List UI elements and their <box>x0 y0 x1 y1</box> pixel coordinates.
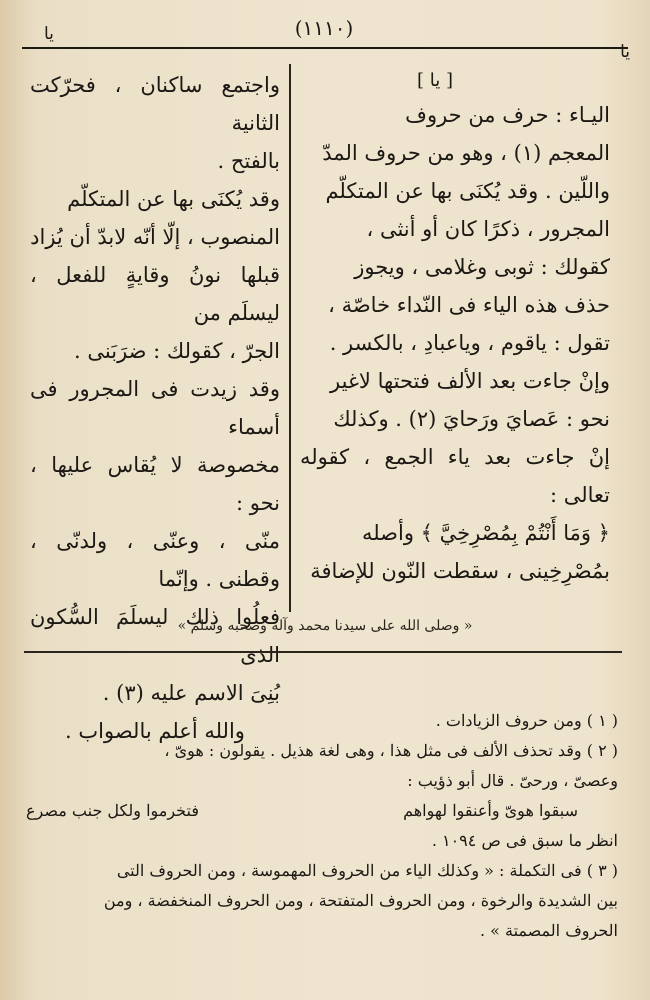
right-column <box>300 66 610 590</box>
text-line: الجرّ ، كقولك : ضرَبَنى . <box>74 339 280 363</box>
text-line: حذف هذه الياء فى النّداء خاصّة ، <box>328 293 610 317</box>
text-line: قبلها نونُ وقايةٍ للفعل ، ليسلَم من <box>30 263 280 325</box>
text-line: بُنِىَ الاسم عليه (٣) . <box>102 681 280 705</box>
text-line: واجتمع ساكنان ، فحرّكت الثانية <box>30 73 280 135</box>
text-line: وقد زيدت فى المجرور فى أسماء <box>30 377 280 439</box>
quran-verse-line: ﴿ وَمَا أَنْتُمْ بِمُصْرِخِيَّ ﴾ وأصله <box>361 521 610 545</box>
page-header <box>20 10 628 50</box>
left-column <box>30 66 280 750</box>
closing-line: والله أعلم بالصواب . <box>65 719 245 743</box>
text-line: بالفتح . <box>217 149 280 173</box>
text-line: وإنْ جاءت بعد الألف فتحتها لاغير <box>330 369 610 393</box>
text-line: اليـاء : حرف من حروف <box>405 103 610 127</box>
text-line: المجرور ، ذكرًا كان أو أنثى ، <box>366 217 610 241</box>
text-line: تقول : ياقوم ، وياعبادِ ، بالكسر . <box>329 331 610 355</box>
text-line: فعلُوا ذلك ليسلَمَ السُّكون الذى <box>30 605 280 667</box>
header-rule <box>22 47 628 49</box>
entry-marker: [ يا ] <box>417 70 453 91</box>
text-line: المنصوب ، إلّا أنّه لابدّ أن يُزاد <box>30 225 280 249</box>
text-line: كقولك : ثوبى وغلامى ، ويجوز <box>354 255 610 279</box>
text-line: وقد يُكنَى بها عن المتكلّم <box>67 187 280 211</box>
footnote-3-end: الحروف المصمتة » . <box>479 921 618 940</box>
text-line: واللّين . وقد يُكنَى بها عن المتكلّم <box>325 179 610 203</box>
verse-second-hemistich: فتخرموا ولكل جنب مصرع <box>26 801 199 820</box>
footnote-2: ( ٢ ) وقد تحذف الألف فى مثل هذا ، وهى لغة هذيل . يقولون : هوىّ ، <box>164 741 618 760</box>
text-line: منّى ، وعنّى ، ولدنّى ، وقطنى . وإنّما <box>30 529 280 591</box>
footnotes <box>26 706 618 946</box>
verse-first-hemistich: سبقوا هوىّ وأعنقوا لهواهم <box>403 801 578 820</box>
footnote-3-continued: بين الشديدة والرخوة ، ومن الحروف المتفتحة ، ومن الحروف المنخفضة ، ومن <box>103 891 618 910</box>
column-divider <box>289 64 291 612</box>
running-head-left: يا <box>44 24 54 44</box>
footnote-1: ( ١ ) ومن حروف الزيادات . <box>435 711 618 730</box>
poetry-verse <box>26 796 618 826</box>
text-line: بمُصْرِخِينى ، سقطت النّون للإضافة <box>310 559 610 583</box>
footnote-2-continued: وعصىّ ، ورحىّ . قال أبو ذؤيب : <box>407 771 618 790</box>
footnote-2-reference: انظر ما سبق فى ص ١٠٩٤ . <box>431 831 618 850</box>
text-line: إنْ جاءت بعد ياء الجمع ، كقوله تعالى : <box>300 445 610 507</box>
text-line: المعجم (١) ، وهو من حروف المدّ <box>322 141 610 165</box>
page-number: (١١١٠) <box>294 16 354 40</box>
running-head-right: يا <box>620 42 630 62</box>
footnote-3: ( ٣ ) فى التكملة : « وكذلك الياء من الحروف المهموسة ، ومن الحروف التى <box>116 861 618 880</box>
footnote-rule <box>24 651 622 653</box>
text-line: نحو : عَصايَ ورَحايَ (٢) . وكذلك <box>333 407 610 431</box>
text-line: مخصوصة لا يُقاس عليها ، نحو : <box>30 453 280 515</box>
benediction: « وصلى الله على سيدنا محمد وآله وصحبه وسلم » <box>177 618 473 634</box>
